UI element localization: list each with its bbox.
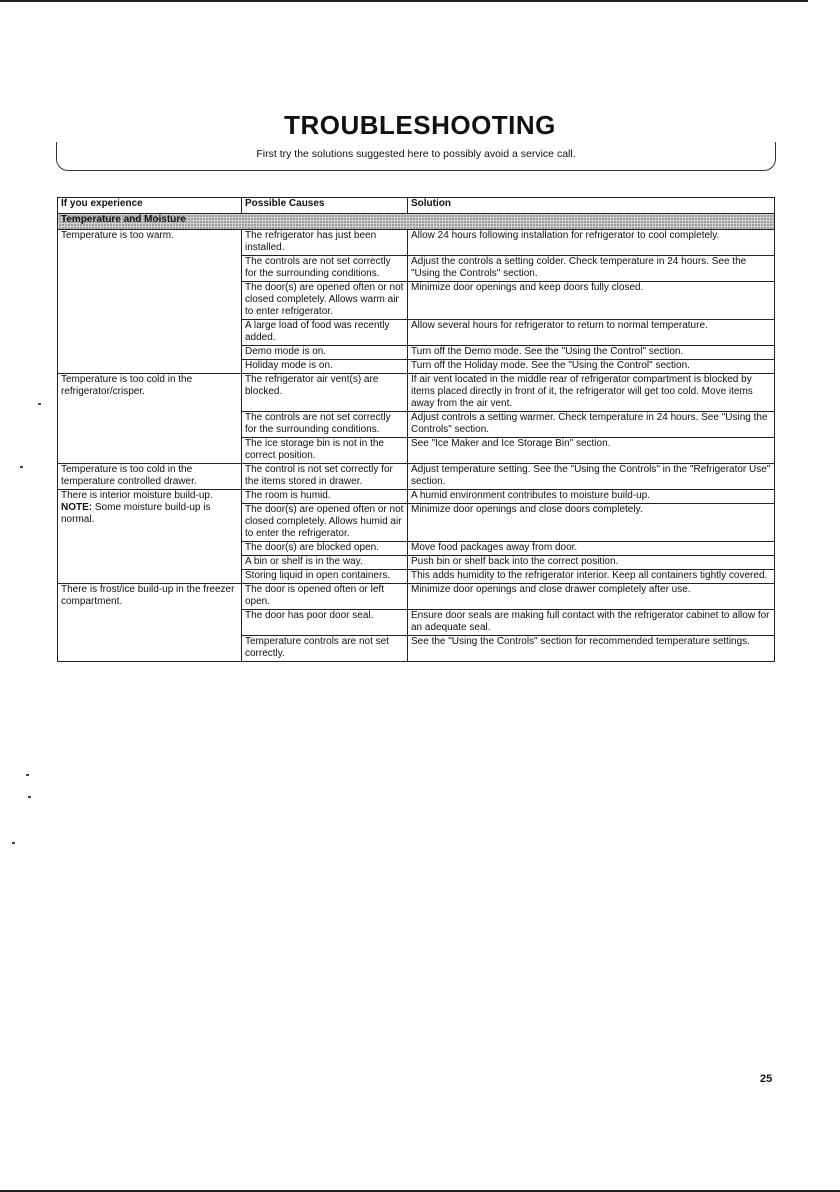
cause-cell: The controls are not set correctly for the surrounding conditions. <box>242 256 408 282</box>
symptom-note <box>61 502 238 526</box>
cause-cell: The refrigerator air vent(s) are blocked. <box>242 374 408 412</box>
symptom-text: Temperature is too cold in the temperature controlled drawer. <box>61 464 197 487</box>
header-symptom: If you experience <box>58 198 242 214</box>
table-row <box>58 374 775 412</box>
table-row <box>58 584 775 610</box>
section-heading: Temperature and Moisture <box>58 214 775 230</box>
cause-cell: The door is opened often or left open. <box>242 584 408 610</box>
solution-cell: Adjust the controls a setting colder. Check temperature in 24 hours. See the "Using the Controls" section. <box>408 256 775 282</box>
table-row <box>58 490 775 504</box>
symptom-cell <box>58 374 242 464</box>
solution-cell: Turn off the Holiday mode. See the "Using the Control" section. <box>408 360 775 374</box>
solution-cell: Minimize door openings and close doors completely. <box>408 504 775 542</box>
table-header-row <box>58 198 775 214</box>
symptom-text: There is interior moisture build-up. <box>61 490 213 501</box>
symptom-cell <box>58 464 242 490</box>
cause-cell: The refrigerator has just been installed. <box>242 230 408 256</box>
header-causes: Possible Causes <box>242 198 408 214</box>
solution-cell: Move food packages away from door. <box>408 542 775 556</box>
solution-cell: See the "Using the Controls" section for recommended temperature settings. <box>408 636 775 662</box>
symptom-cell <box>58 584 242 662</box>
solution-cell: See "Ice Maker and Ice Storage Bin" section. <box>408 438 775 464</box>
cause-cell: The control is not set correctly for the items stored in drawer. <box>242 464 408 490</box>
note-text: Some moisture build-up is normal. <box>61 502 211 525</box>
cause-cell: The door(s) are opened often or not closed completely. Allows humid air to enter the refrigerator. <box>242 504 408 542</box>
symptom-text: Temperature is too warm. <box>61 230 174 241</box>
troubleshooting-table <box>57 197 775 662</box>
symptom-cell <box>58 230 242 374</box>
top-rule <box>0 0 808 2</box>
margin-mark <box>38 403 41 405</box>
symptom-text: Temperature is too cold in the refrigerator/crisper. <box>61 374 193 397</box>
solution-cell: Allow several hours for refrigerator to return to normal temperature. <box>408 320 775 346</box>
cause-cell: The door(s) are blocked open. <box>242 542 408 556</box>
cause-cell: The door has poor door seal. <box>242 610 408 636</box>
solution-cell: Ensure door seals are making full contact with the refrigerator cabinet to allow for an adequate seal. <box>408 610 775 636</box>
margin-mark <box>20 466 23 468</box>
page-number: 25 <box>760 1073 773 1085</box>
cause-cell: Holiday mode is on. <box>242 360 408 374</box>
solution-cell: Adjust temperature setting. See the "Using the Controls" in the "Refrigerator Use" section. <box>408 464 775 490</box>
symptom-text: There is frost/ice build-up in the freezer compartment. <box>61 584 235 607</box>
solution-cell: Adjust controls a setting warmer. Check temperature in 24 hours. See "Using the Controls" section. <box>408 412 775 438</box>
cause-cell: The door(s) are opened often or not closed completely. Allows warm air to enter refrigerator. <box>242 282 408 320</box>
margin-mark <box>26 774 29 776</box>
cause-cell: Demo mode is on. <box>242 346 408 360</box>
margin-mark <box>28 796 31 798</box>
solution-cell: If air vent located in the middle rear of refrigerator compartment is blocked by items placed directly in front of it, the refrigerator will get too cold. Move items away from the air vent. <box>408 374 775 412</box>
solution-cell: A humid environment contributes to moisture build-up. <box>408 490 775 504</box>
table-row <box>58 230 775 256</box>
cause-cell: Temperature controls are not set correctly. <box>242 636 408 662</box>
cause-cell: Storing liquid in open containers. <box>242 570 408 584</box>
solution-cell: Push bin or shelf back into the correct position. <box>408 556 775 570</box>
intro-text: First try the solutions suggested here to possibly avoid a service call. <box>256 148 576 160</box>
cause-cell: The controls are not set correctly for the surrounding conditions. <box>242 412 408 438</box>
page-title: TROUBLESHOOTING <box>284 110 556 140</box>
note-label: NOTE: <box>61 502 93 513</box>
cause-cell: The room is humid. <box>242 490 408 504</box>
margin-mark <box>12 842 15 844</box>
solution-cell: Minimize door openings and close drawer completely after use. <box>408 584 775 610</box>
cause-cell: A bin or shelf is in the way. <box>242 556 408 570</box>
cause-cell: A large load of food was recently added. <box>242 320 408 346</box>
solution-cell: This adds humidity to the refrigerator interior. Keep all containers tightly covered. <box>408 570 775 584</box>
intro-box <box>56 142 776 171</box>
symptom-cell <box>58 490 242 584</box>
header-solution: Solution <box>408 198 775 214</box>
table-row <box>58 464 775 490</box>
solution-cell: Minimize door openings and keep doors fully closed. <box>408 282 775 320</box>
solution-cell: Turn off the Demo mode. See the "Using the Control" section. <box>408 346 775 360</box>
solution-cell: Allow 24 hours following installation for refrigerator to cool completely. <box>408 230 775 256</box>
cause-cell: The ice storage bin is not in the correct position. <box>242 438 408 464</box>
section-row <box>58 214 775 230</box>
